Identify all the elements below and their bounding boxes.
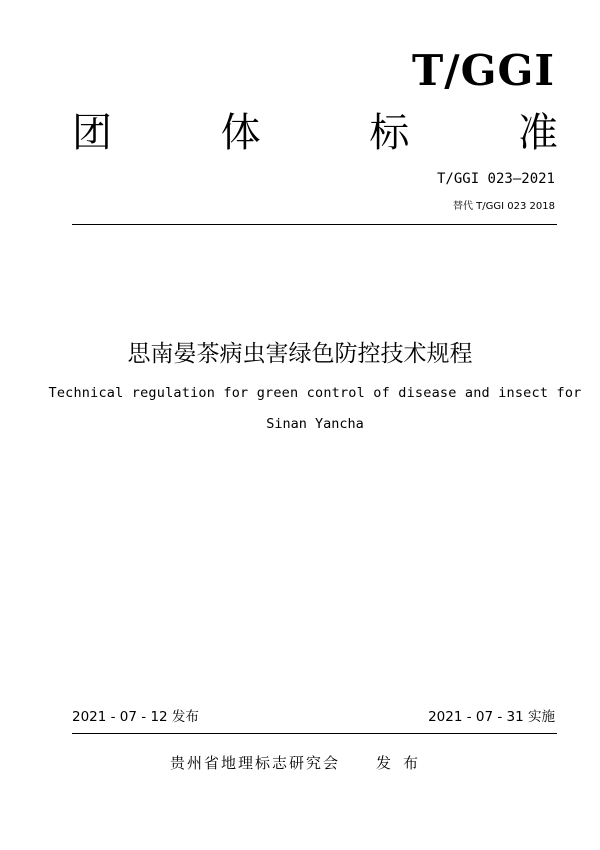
top-divider bbox=[72, 224, 557, 225]
bottom-divider bbox=[72, 733, 557, 734]
standard-type-char: 标 bbox=[369, 110, 410, 156]
standard-type-char: 准 bbox=[517, 110, 558, 156]
standard-type-char: 团 bbox=[72, 110, 112, 156]
standard-type bbox=[72, 108, 558, 158]
implementation-date: 2021 - 07 - 31 实施 bbox=[428, 709, 555, 725]
title-chinese: 思南晏茶病虫害绿色防控技术规程 bbox=[127, 341, 473, 367]
replaces-standard: 替代 T/GGI 023 2018 bbox=[453, 201, 555, 212]
publisher-name: 贵州省地理标志研究会 bbox=[169, 754, 340, 772]
issue-date: 2021 - 07 - 12 发布 bbox=[72, 709, 199, 725]
title-english-line2: Sinan Yancha bbox=[266, 416, 364, 432]
standard-number: T/GGI 023—2021 bbox=[436, 171, 555, 187]
publisher-verb: 发布 bbox=[376, 754, 431, 772]
org-code: T/GGI bbox=[412, 46, 555, 95]
standard-type-char: 体 bbox=[220, 110, 261, 156]
publisher bbox=[0, 756, 600, 771]
title-english-line1: Technical regulation for green control of disease and insect for bbox=[48, 385, 582, 401]
